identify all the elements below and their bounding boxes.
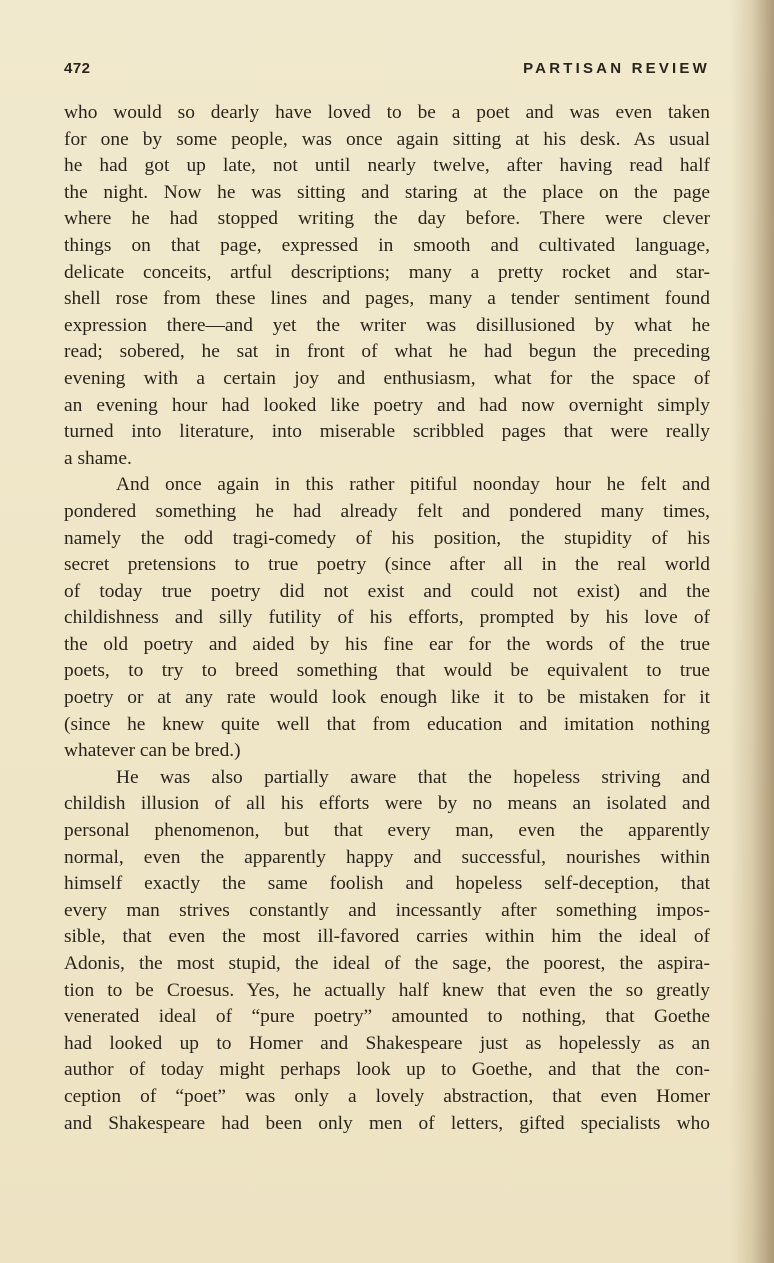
running-head: PARTISAN REVIEW [523,60,710,77]
text-line: personal phenomenon, but that every man, even the apparently [64,820,710,842]
text-line: whatever can be bred.) [64,740,241,762]
text-line: where he had stopped writing the day before. There were clever [64,208,710,230]
page-number: 472 [64,60,91,77]
text-line: ception of “poet” was only a lovely abstraction, that even Homer [64,1085,710,1107]
text-line: poetry or at any rate would look enough like it to be mistaken for it [64,687,710,709]
text-line: turned into literature, into miserable scribbled pages that were really [64,421,710,443]
text-line: himself exactly the same foolish and hopeless self-deception, that [64,873,710,895]
text-line: he had got up late, not until nearly twelve, after having read half [64,155,710,177]
text-line: secret pretensions to true poetry (since after all in the real world [64,554,710,576]
text-line: and Shakespeare had been only men of letters, gifted specialists who [64,1112,710,1134]
page-header [64,60,710,84]
text-line: childishness and silly futility of his efforts, prompted by his love of [64,607,710,629]
text-line: every man strives constantly and incessantly after something impos- [64,899,710,921]
text-line: (since he knew quite well that from education and imitation nothing [64,713,710,735]
text-line: for one by some people, was once again sitting at his desk. As usual [64,128,710,150]
text-line: an evening hour had looked like poetry and had now overnight simply [64,394,710,416]
text-line: the old poetry and aided by his fine ear for the words of the true [64,633,710,655]
text-line: evening with a certain joy and enthusiasm, what for the space of [64,367,710,389]
text-line: the night. Now he was sitting and staring at the place on the page [64,181,710,203]
text-line: author of today might perhaps look up to Goethe, and that the con- [64,1059,710,1081]
text-line: normal, even the apparently happy and successful, nourishes within [64,846,710,868]
text-line: And once again in this rather pitiful noonday hour he felt and [116,474,710,496]
text-line: namely the odd tragi-comedy of his position, the stupidity of his [64,527,710,549]
text-line: tion to be Croesus. Yes, he actually half knew that even the so greatly [64,979,710,1001]
text-line: had looked up to Homer and Shakespeare just as hopelessly as an [64,1032,710,1054]
text-line: of today true poetry did not exist and could not exist) and the [64,580,710,602]
text-line: childish illusion of all his efforts were by no means an isolated and [64,793,710,815]
text-line: sible, that even the most ill-favored carries within him the ideal of [64,926,710,948]
text-line: delicate conceits, artful descriptions; many a pretty rocket and star- [64,261,710,283]
text-line: a shame. [64,447,132,469]
text-line: who would so dearly have loved to be a poet and was even taken [64,102,710,123]
text-line: poets, to try to breed something that would be equivalent to true [64,660,710,682]
text-line: He was also partially aware that the hopeless striving and [116,766,710,788]
body-text [64,100,710,1137]
text-line: shell rose from these lines and pages, many a tender sentiment found [64,288,710,310]
text-line: things on that page, expressed in smooth and cultivated language, [64,234,710,256]
text-line: pondered something he had already felt and pondered many times, [64,500,710,522]
text-line: expression there—and yet the writer was disillusioned by what he [64,314,710,336]
text-line: Adonis, the most stupid, the ideal of the sage, the poorest, the aspira- [64,953,710,974]
text-line: venerated ideal of “pure poetry” amounted to nothing, that Goethe [64,1006,710,1028]
text-line: read; sobered, he sat in front of what he had begun the preceding [64,341,710,363]
